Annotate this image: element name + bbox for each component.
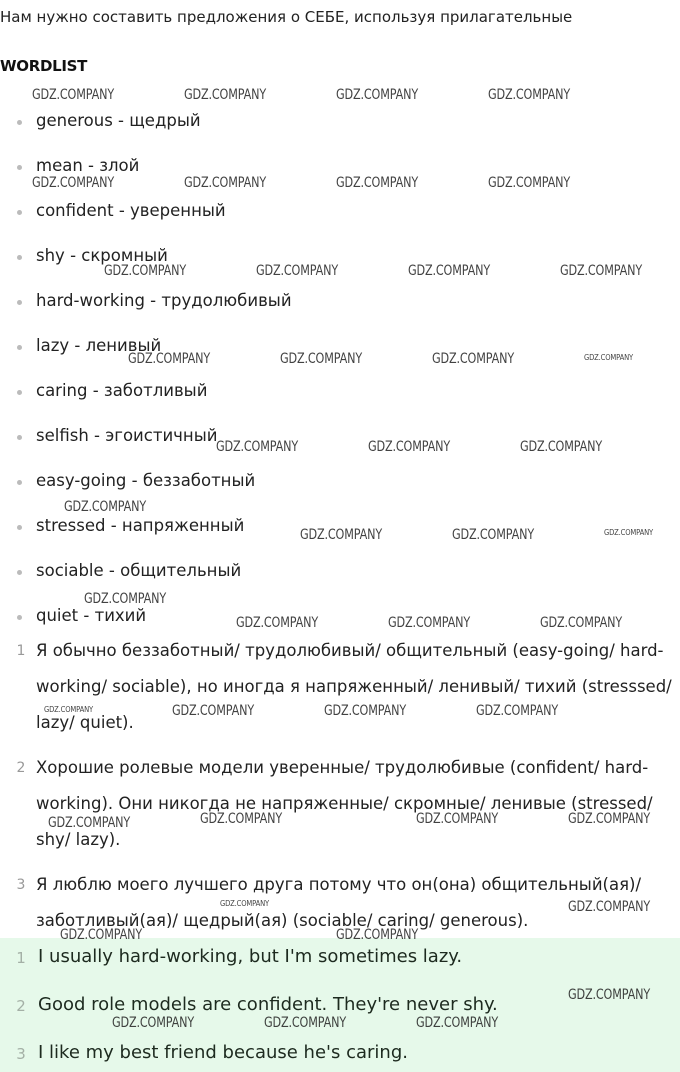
watermark: GDZ.COMPANY bbox=[32, 87, 114, 103]
watermark: GDZ.COMPANY bbox=[300, 527, 382, 543]
item-number: 2 bbox=[16, 760, 26, 776]
watermark: GDZ.COMPANY bbox=[236, 615, 318, 631]
translation-paragraph: Я люблю моего лучшего друга потому что он(она) общительный(ая)/ заботливый(ая)/ щедрый(ая) (sociable/ caring/ generous). bbox=[36, 875, 642, 930]
watermark: GDZ.COMPANY bbox=[388, 615, 470, 631]
bullet-icon bbox=[17, 615, 22, 620]
watermark: GDZ.COMPANY bbox=[128, 351, 210, 367]
watermark: GDZ.COMPANY bbox=[64, 499, 146, 515]
watermark: GDZ.COMPANY bbox=[416, 811, 498, 827]
watermark: GDZ.COMPANY bbox=[416, 1015, 498, 1031]
watermark: GDZ.COMPANY bbox=[584, 353, 633, 362]
bullet-icon bbox=[17, 480, 22, 485]
watermark: GDZ.COMPANY bbox=[520, 439, 602, 455]
intro-text: Нам нужно составить предложения о СЕБЕ, используя прилагательные bbox=[0, 8, 573, 26]
bullet-icon bbox=[17, 300, 22, 305]
item-number: 1 bbox=[16, 949, 26, 967]
answer-sentence: I like my best friend because he's caring. bbox=[38, 1042, 408, 1063]
watermark: GDZ.COMPANY bbox=[540, 615, 622, 631]
bullet-icon bbox=[17, 255, 22, 260]
translation-paragraph: Я обычно беззаботный/ трудолюбивый/ общительный (easy-going/ hard-working/ sociable), но иногда я напряженный/ ленивый/ тихий (stresssed/ lazy/ quiet). bbox=[36, 641, 672, 732]
watermark: GDZ.COMPANY bbox=[44, 705, 93, 714]
bullet-icon bbox=[17, 525, 22, 530]
watermark: GDZ.COMPANY bbox=[408, 263, 490, 279]
watermark: GDZ.COMPANY bbox=[432, 351, 514, 367]
watermark: GDZ.COMPANY bbox=[368, 439, 450, 455]
watermark: GDZ.COMPANY bbox=[336, 87, 418, 103]
watermark: GDZ.COMPANY bbox=[84, 591, 166, 607]
bullet-icon bbox=[17, 570, 22, 575]
watermark: GDZ.COMPANY bbox=[104, 263, 186, 279]
item-number: 3 bbox=[16, 1045, 26, 1063]
watermark: GDZ.COMPANY bbox=[32, 175, 114, 191]
watermark: GDZ.COMPANY bbox=[604, 528, 653, 537]
watermark: GDZ.COMPANY bbox=[264, 1015, 346, 1031]
watermark: GDZ.COMPANY bbox=[220, 899, 269, 908]
watermark: GDZ.COMPANY bbox=[112, 1015, 194, 1031]
watermark: GDZ.COMPANY bbox=[184, 175, 266, 191]
watermark: GDZ.COMPANY bbox=[184, 87, 266, 103]
item-number: 1 bbox=[16, 643, 26, 659]
watermark: GDZ.COMPANY bbox=[172, 703, 254, 719]
bullet-icon bbox=[17, 120, 22, 125]
watermark: GDZ.COMPANY bbox=[216, 439, 298, 455]
watermark: GDZ.COMPANY bbox=[488, 87, 570, 103]
bullet-icon bbox=[17, 390, 22, 395]
wordlist-heading: WORDLIST bbox=[0, 57, 88, 75]
watermark: GDZ.COMPANY bbox=[476, 703, 558, 719]
bullet-icon bbox=[17, 435, 22, 440]
watermark: GDZ.COMPANY bbox=[280, 351, 362, 367]
item-number: 2 bbox=[16, 997, 26, 1015]
watermark: GDZ.COMPANY bbox=[336, 927, 418, 943]
answers-panel bbox=[0, 938, 680, 1072]
answer-sentence: Good role models are confident. They're never shy. bbox=[38, 994, 498, 1015]
watermark: GDZ.COMPANY bbox=[48, 815, 130, 831]
bullet-icon bbox=[17, 345, 22, 350]
watermark: GDZ.COMPANY bbox=[452, 527, 534, 543]
bullet-icon bbox=[17, 210, 22, 215]
watermark: GDZ.COMPANY bbox=[568, 811, 650, 827]
watermark: GDZ.COMPANY bbox=[60, 927, 142, 943]
answer-sentence: I usually hard-working, but I'm sometimes lazy. bbox=[38, 946, 463, 967]
item-number: 3 bbox=[16, 877, 26, 893]
translation-paragraph: Хорошие ролевые модели уверенные/ трудолюбивые (confident/ hard-working). Они никогда не напряженные/ скромные/ ленивые (stressed/ shy/ lazy). bbox=[36, 758, 653, 849]
bullet-icon bbox=[17, 165, 22, 170]
watermark: GDZ.COMPANY bbox=[200, 811, 282, 827]
watermark: GDZ.COMPANY bbox=[560, 263, 642, 279]
watermark: GDZ.COMPANY bbox=[568, 899, 650, 915]
watermark: GDZ.COMPANY bbox=[256, 263, 338, 279]
watermark: GDZ.COMPANY bbox=[488, 175, 570, 191]
watermark: GDZ.COMPANY bbox=[568, 987, 650, 1003]
watermark: GDZ.COMPANY bbox=[336, 175, 418, 191]
watermark: GDZ.COMPANY bbox=[324, 703, 406, 719]
